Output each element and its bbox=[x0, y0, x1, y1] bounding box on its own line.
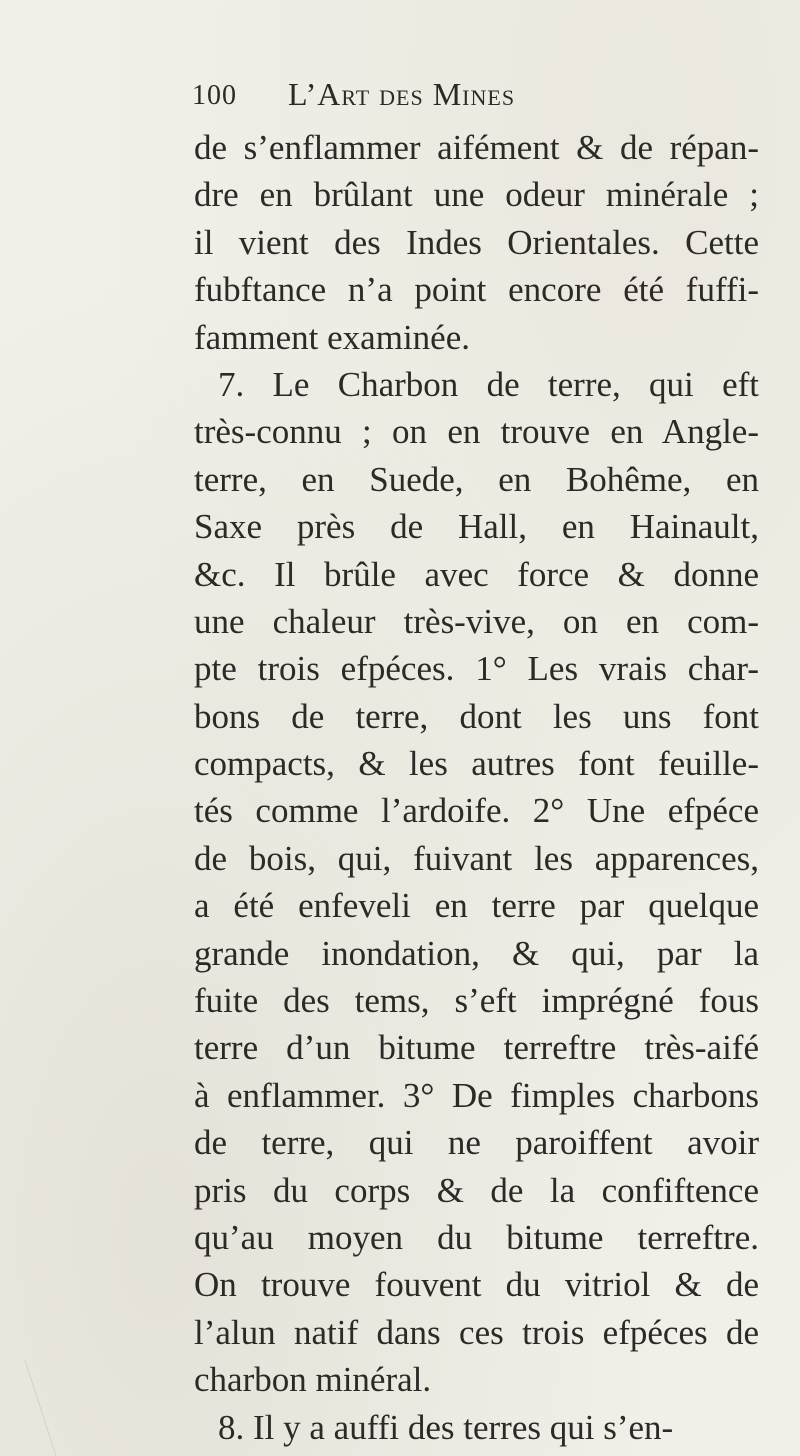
text-line: fubftance n’a point encore été fuffi- bbox=[194, 270, 759, 310]
text-line: compacts, & les autres font feuille- bbox=[194, 744, 759, 784]
running-title: L’Art des Mines bbox=[288, 76, 516, 112]
text-line: fuite des tems, s’eft imprégné fous bbox=[194, 981, 759, 1021]
text-line: a été enfeveli en terre par quelque bbox=[194, 886, 759, 926]
text-line: tés comme l’ardoife. 2° Une efpéce bbox=[194, 791, 759, 831]
page-crease bbox=[0, 1360, 57, 1456]
text-line: il vient des Indes Orientales. Cette bbox=[194, 222, 759, 262]
text-line: de bois, qui, fuivant les apparences, bbox=[194, 838, 759, 878]
page-number: 100 bbox=[192, 80, 237, 111]
text-line: grande inondation, & qui, par la bbox=[194, 933, 759, 973]
text-line: 7. Le Charbon de terre, qui eft bbox=[218, 364, 759, 404]
text-line: qu’au moyen du bitume terreftre. bbox=[194, 1217, 759, 1257]
text-line: On trouve fouvent du vitriol & de bbox=[194, 1265, 759, 1305]
text-line: charbon minéral. bbox=[194, 1360, 432, 1400]
text-line: bons de terre, dont les uns font bbox=[194, 696, 759, 736]
text-line: très-connu ; on en trouve en Angle- bbox=[194, 412, 759, 452]
text-line: terre, en Suede, en Bohême, en bbox=[194, 459, 759, 499]
text-line: pris du corps & de la confiftence bbox=[194, 1170, 759, 1210]
text-line: de terre, qui ne paroiffent avoir bbox=[194, 1123, 759, 1163]
text-line: à enflammer. 3° De fimples charbons bbox=[194, 1075, 759, 1115]
text-line: famment examinée. bbox=[194, 317, 470, 357]
text-line: Saxe près de Hall, en Hainault, bbox=[194, 507, 759, 547]
text-line: 8. Il y a auffi des terres qui s’en- bbox=[218, 1407, 674, 1447]
text-line: de s’enflammer aifément & de répan- bbox=[194, 128, 759, 167]
body-text bbox=[194, 124, 759, 1451]
text-line: terre d’un bitume terreftre très-aifé bbox=[194, 1028, 759, 1068]
text-line: une chaleur très-vive, on en com- bbox=[194, 601, 759, 641]
text-line: dre en brûlant une odeur minérale ; bbox=[194, 175, 759, 215]
page-header bbox=[192, 76, 662, 116]
text-line: l’alun natif dans ces trois efpéces de bbox=[194, 1312, 759, 1352]
text-line: &c. Il brûle avec force & donne bbox=[194, 554, 759, 594]
text-line: pte trois efpéces. 1° Les vrais char- bbox=[194, 649, 759, 689]
